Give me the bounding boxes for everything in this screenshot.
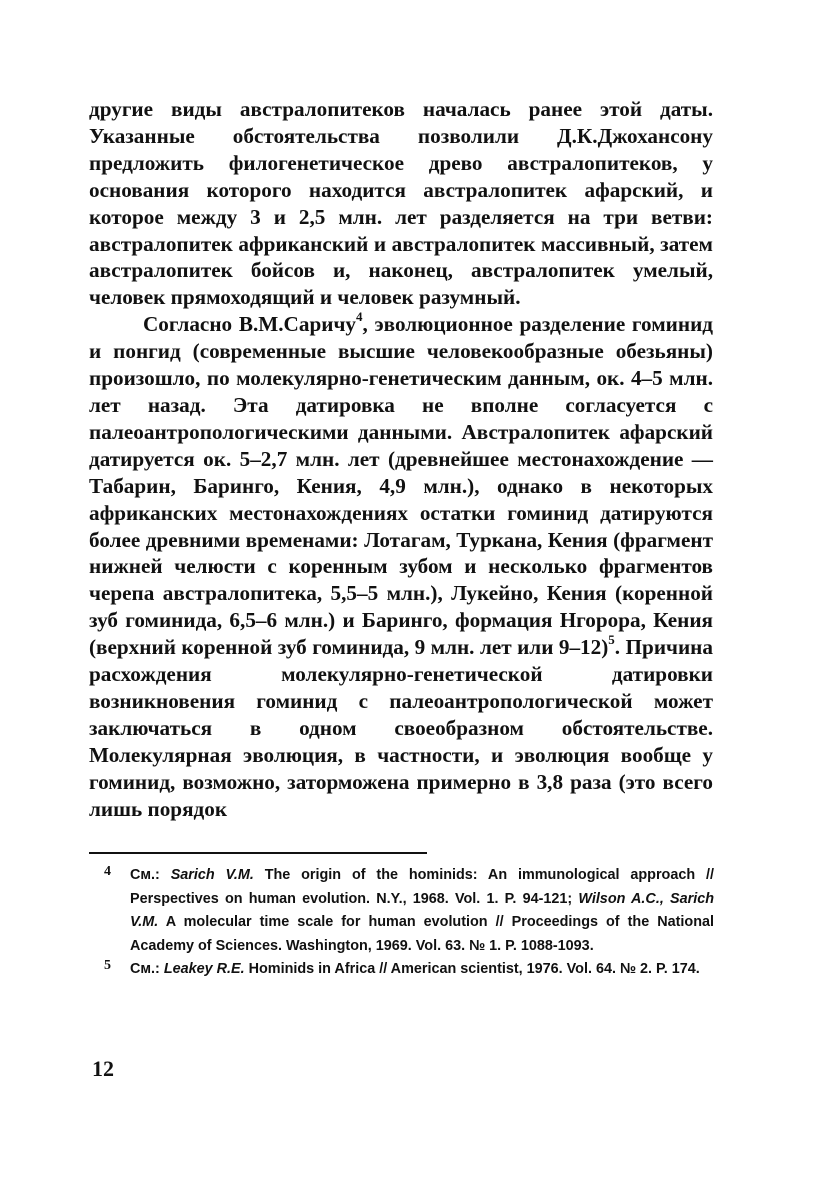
footnote-ref-5: 5	[608, 632, 615, 648]
footnote-4	[104, 864, 714, 958]
footnote-prefix: См.:	[130, 961, 164, 978]
footnote-text: The origin of the hominids: An immunological approach // Perspectives on human evolution. N.Y., 1968. Vol. 1. P. 94-121;	[130, 867, 715, 907]
footnote-text: A molecular time scale for human evolution // Proceedings of the National Academy of Sciences. Washington, 1969. Vol. 63. № 1. P. 1088-1093.	[130, 914, 714, 954]
paragraph-2-text-start: Согласно В.М.Саричу	[143, 312, 356, 337]
footnote-author: Sarich V.M.	[170, 867, 254, 883]
footnote-author: Leakey R.E.	[163, 961, 245, 978]
footnote-text: Hominids in Africa // American scientist, 1976. Vol. 64. № 2. P. 174.	[244, 961, 700, 978]
page-number: 12	[92, 1056, 114, 1081]
footnote-number: 4	[104, 864, 111, 879]
paragraph-1-text: другие виды австралопитеков началась ранее этой даты. Указанные обстоятельства позволили Д.К.Джохансону предложить филогенетическое древо австралопитеков, у основания которого находится австралопитек афарский, и которое между 3 и 2,5 млн. лет разделяется на три ветви: австралопитек африканский и австралопитек массивный, затем австралопитек бойсов и, наконец, австралопитек умелый, человек прямоходящий и человек разумный.	[89, 97, 713, 310]
main-text	[89, 96, 713, 822]
paragraph-2-text-middle: , эволюционное разделение гоминид и понгид (современные высшие человекообразные обезьяны) произошло, по молекулярно-генетическим данным, ок. 4–5 млн. лет назад. Эта датировка не вполне согласуется с палеоантропологическими данными. Австралопитек афарский датируется ок. 5–2,7 млн. лет (древнейшее местонахождение — Табарин, Баринго, Кения, 4,9 млн.), однако в некоторых африканских местонахождениях остатки гоминид датируются более древними временами: Лотагам, Туркана, Кения (фрагмент нижней челюсти с коренным зубом и несколько фрагментов черепа австралопитека, 5,5–5 млн.), Лукейно, Кения (коренной зуб гоминида, 6,5–6 млн.) и Баринго, формация Нгорора, Кения (верхний коренной зуб гоминида, 9 млн. лет или 9–12)	[89, 312, 713, 660]
footnote-prefix: См.:	[130, 867, 171, 883]
paragraph-2	[89, 311, 713, 822]
footnote-5	[104, 958, 714, 982]
footnote-ref-4: 4	[356, 309, 363, 325]
footnote-divider	[89, 852, 427, 854]
paragraph-2-text-end: . Причина расхождения молекулярно-генетической датировки возникновения гоминид с палеоантропологической может заключаться в одном своеобразном обстоятельстве. Молекулярная эволюция, в частности, и эволюция вообще у гоминид, возможно, заторможена примерно в 3,8 раза (это всего лишь порядок	[89, 635, 713, 821]
footnotes	[104, 864, 714, 982]
paragraph-1	[89, 96, 713, 311]
footnote-number: 5	[104, 958, 111, 974]
footnote-author: Wilson A.C., Sarich V.M.	[130, 890, 714, 931]
